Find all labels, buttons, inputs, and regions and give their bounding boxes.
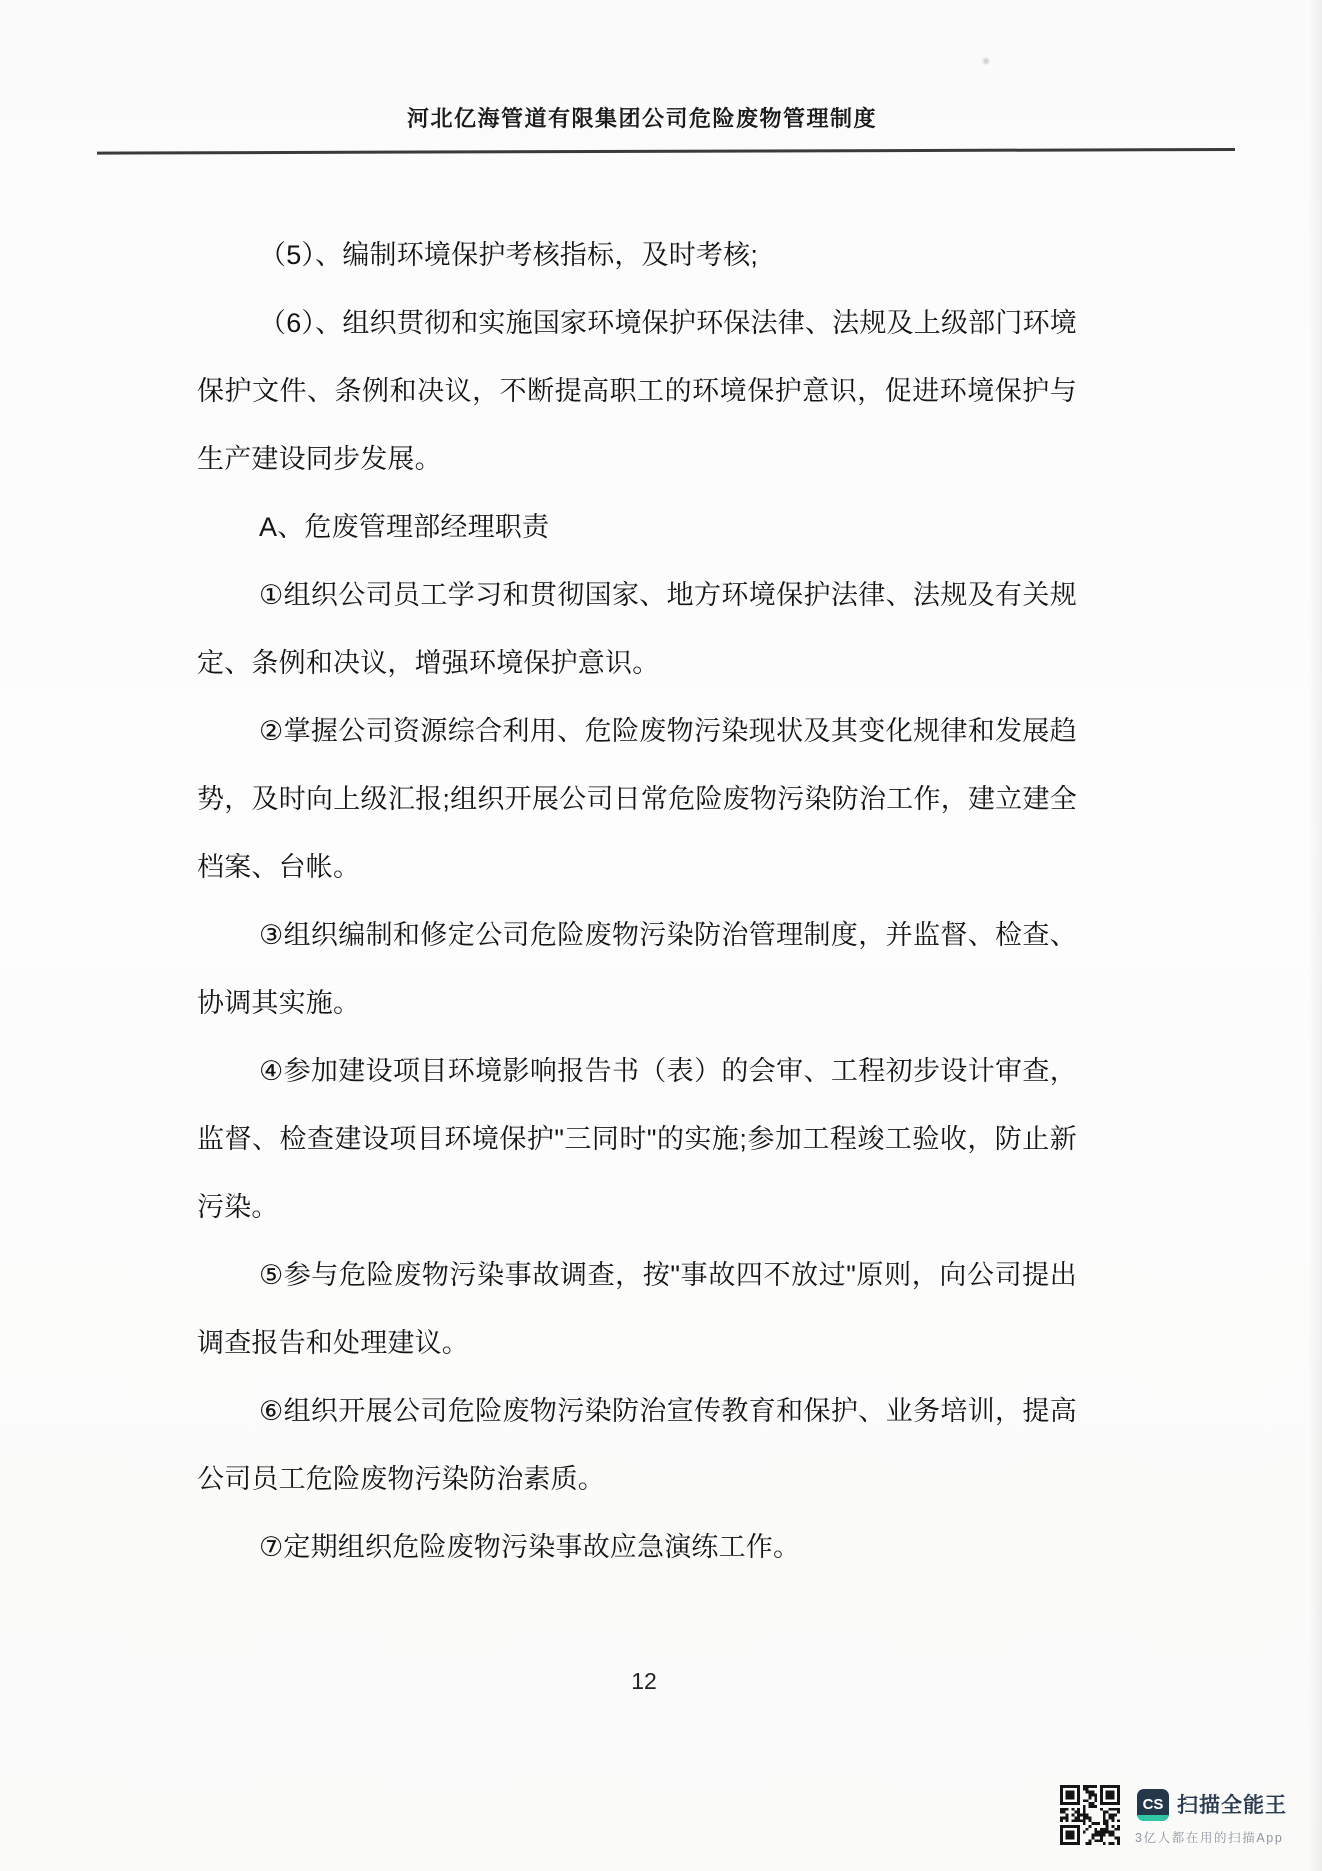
camscanner-logo-icon	[1137, 1789, 1169, 1821]
paragraph: A、危废管理部经理职责	[259, 512, 550, 542]
document-body	[197, 221, 1077, 1581]
paragraph: ②掌握公司资源综合利用、危险废物污染现状及其变化规律和发展趋势，及时向上级汇报;组织开展公司日常危险废物污染防治工作，建立建全档案、台帐。	[197, 716, 1077, 882]
page-number: 12	[631, 1668, 657, 1694]
paragraph: ⑤参与危险废物污染事故调查，按"事故四不放过"原则，向公司提出调查报告和处理建议。	[197, 1260, 1077, 1358]
camscanner-logo-text: CS	[1142, 1795, 1164, 1813]
camscanner-app-name: 扫描全能王	[1177, 1794, 1287, 1817]
paragraph: ①组织公司员工学习和贯彻国家、地方环境保护法律、法规及有关规定、条例和决议，增强环境保护意识。	[197, 580, 1077, 678]
camscanner-tagline: 3亿人都在用的扫描App	[1135, 1831, 1284, 1845]
qr-code-svg	[1060, 1785, 1120, 1845]
header-rule	[97, 148, 1235, 155]
paragraph: （5）、编制环境保护考核指标，及时考核;	[259, 240, 759, 270]
paragraph: ⑥组织开展公司危险废物污染防治宣传教育和保护、业务培训，提高公司员工危险废物污染防治素质。	[197, 1396, 1077, 1494]
paragraph: ⑦定期组织危险废物污染事故应急演练工作。	[259, 1532, 801, 1562]
document-header-title: 河北亿海管道有限集团公司危险废物管理制度	[406, 106, 877, 131]
scan-artifact-dot	[983, 58, 989, 64]
camscanner-logo-strip	[1137, 1815, 1169, 1821]
paragraph: （6）、组织贯彻和实施国家环境保护环保法律、法规及上级部门环境保护文件、条例和决议，不断提高职工的环境保护意识，促进环境保护与生产建设同步发展。	[197, 308, 1077, 474]
paragraph: ④参加建设项目环境影响报告书（表）的会审、工程初步设计审查，监督、检查建设项目环境保护"三同时"的实施;参加工程竣工验收，防止新污染。	[197, 1056, 1077, 1222]
paragraph: ③组织编制和修定公司危险废物污染防治管理制度，并监督、检查、协调其实施。	[197, 920, 1077, 1018]
qr-code-icon	[1060, 1785, 1120, 1845]
